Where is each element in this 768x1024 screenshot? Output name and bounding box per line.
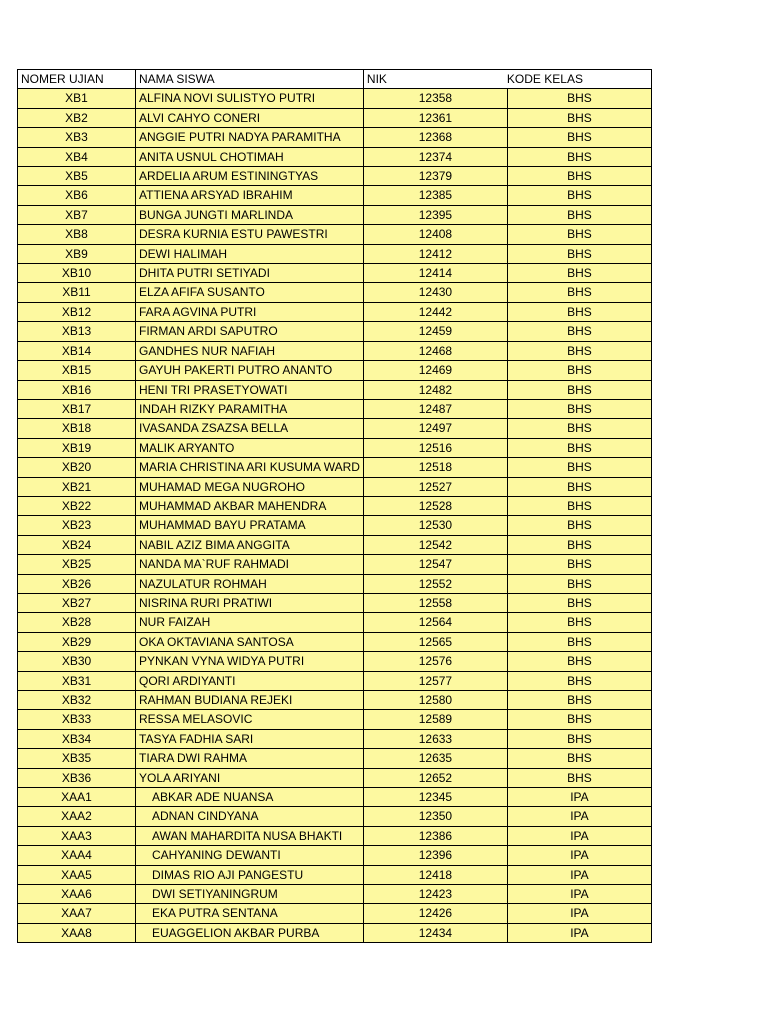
cell-kode-kelas: BHS bbox=[507, 574, 651, 593]
cell-nama-siswa: INDAH RIZKY PARAMITHA bbox=[136, 399, 364, 418]
cell-nik: 12542 bbox=[363, 535, 507, 554]
cell-kode-kelas: BHS bbox=[507, 768, 651, 787]
cell-nik: 12412 bbox=[363, 244, 507, 263]
table-row bbox=[18, 691, 652, 710]
cell-nama-siswa: MUHAMMAD AKBAR MAHENDRA bbox=[136, 496, 364, 515]
cell-kode-kelas: BHS bbox=[507, 729, 651, 748]
table-row bbox=[18, 865, 652, 884]
cell-kode-kelas: BHS bbox=[507, 477, 651, 496]
table-row bbox=[18, 438, 652, 457]
table-row bbox=[18, 923, 652, 942]
cell-kode-kelas: IPA bbox=[507, 904, 651, 923]
cell-nomer-ujian: XB35 bbox=[18, 749, 136, 768]
cell-kode-kelas: BHS bbox=[507, 108, 651, 127]
cell-kode-kelas: BHS bbox=[507, 380, 651, 399]
cell-kode-kelas: IPA bbox=[507, 865, 651, 884]
cell-nama-siswa: QORI ARDIYANTI bbox=[136, 671, 364, 690]
header-nik: NIK bbox=[366, 72, 387, 86]
cell-kode-kelas: IPA bbox=[507, 885, 651, 904]
cell-nomer-ujian: XB15 bbox=[18, 361, 136, 380]
cell-nomer-ujian: XAA5 bbox=[18, 865, 136, 884]
cell-kode-kelas: BHS bbox=[507, 555, 651, 574]
cell-nomer-ujian: XB31 bbox=[18, 671, 136, 690]
table-row bbox=[18, 613, 652, 632]
cell-nik: 12395 bbox=[363, 205, 507, 224]
cell-nik: 12652 bbox=[363, 768, 507, 787]
cell-nomer-ujian: XB14 bbox=[18, 341, 136, 360]
cell-nama-siswa: EKA PUTRA SENTANA bbox=[136, 904, 364, 923]
table-row bbox=[18, 574, 652, 593]
cell-nik: 12468 bbox=[363, 341, 507, 360]
header-kode-kelas: KODE KELAS bbox=[506, 72, 583, 86]
cell-nomer-ujian: XB21 bbox=[18, 477, 136, 496]
cell-nik: 12442 bbox=[363, 302, 507, 321]
cell-nomer-ujian: XB36 bbox=[18, 768, 136, 787]
cell-nomer-ujian: XAA1 bbox=[18, 788, 136, 807]
cell-nama-siswa: DWI SETIYANINGRUM bbox=[136, 885, 364, 904]
cell-kode-kelas: IPA bbox=[507, 826, 651, 845]
header-nama-siswa: NAMA SISWA bbox=[136, 70, 364, 89]
cell-nama-siswa: DESRA KURNIA ESTU PAWESTRI bbox=[136, 225, 364, 244]
cell-nomer-ujian: XB10 bbox=[18, 264, 136, 283]
cell-nik: 12350 bbox=[363, 807, 507, 826]
cell-nik: 12408 bbox=[363, 225, 507, 244]
cell-nama-siswa: ATTIENA ARSYAD IBRAHIM bbox=[136, 186, 364, 205]
table-row bbox=[18, 885, 652, 904]
cell-kode-kelas: BHS bbox=[507, 671, 651, 690]
cell-nomer-ujian: XB32 bbox=[18, 691, 136, 710]
cell-nomer-ujian: XB18 bbox=[18, 419, 136, 438]
cell-nama-siswa: ANGGIE PUTRI NADYA PARAMITHA bbox=[136, 128, 364, 147]
cell-kode-kelas: BHS bbox=[507, 632, 651, 651]
cell-nama-siswa: NABIL AZIZ BIMA ANGGITA bbox=[136, 535, 364, 554]
cell-nama-siswa: NISRINA RURI PRATIWI bbox=[136, 593, 364, 612]
cell-kode-kelas: BHS bbox=[507, 89, 651, 108]
table-row bbox=[18, 516, 652, 535]
cell-nomer-ujian: XB17 bbox=[18, 399, 136, 418]
cell-nik: 12565 bbox=[363, 632, 507, 651]
cell-kode-kelas: BHS bbox=[507, 613, 651, 632]
cell-nama-siswa: GAYUH PAKERTI PUTRO ANANTO bbox=[136, 361, 364, 380]
cell-nomer-ujian: XB29 bbox=[18, 632, 136, 651]
cell-nama-siswa: MUHAMMAD BAYU PRATAMA bbox=[136, 516, 364, 535]
cell-nomer-ujian: XB28 bbox=[18, 613, 136, 632]
table-row bbox=[18, 302, 652, 321]
table-row bbox=[18, 652, 652, 671]
cell-nomer-ujian: XB33 bbox=[18, 710, 136, 729]
cell-nama-siswa: NANDA MA`RUF RAHMADI bbox=[136, 555, 364, 574]
cell-nomer-ujian: XB1 bbox=[18, 89, 136, 108]
cell-nama-siswa: PYNKAN VYNA WIDYA PUTRI bbox=[136, 652, 364, 671]
cell-nik: 12487 bbox=[363, 399, 507, 418]
table-row bbox=[18, 128, 652, 147]
cell-nik: 12368 bbox=[363, 128, 507, 147]
table-row bbox=[18, 458, 652, 477]
cell-nik: 12374 bbox=[363, 147, 507, 166]
cell-nomer-ujian: XB11 bbox=[18, 283, 136, 302]
cell-nama-siswa: MUHAMAD MEGA NUGROHO bbox=[136, 477, 364, 496]
cell-nama-siswa: ADNAN CINDYANA bbox=[136, 807, 364, 826]
cell-kode-kelas: BHS bbox=[507, 244, 651, 263]
cell-nomer-ujian: XB5 bbox=[18, 167, 136, 186]
cell-nomer-ujian: XB26 bbox=[18, 574, 136, 593]
cell-nik: 12385 bbox=[363, 186, 507, 205]
cell-nama-siswa: RESSA MELASOVIC bbox=[136, 710, 364, 729]
cell-nik: 12386 bbox=[363, 826, 507, 845]
cell-kode-kelas: BHS bbox=[507, 458, 651, 477]
cell-kode-kelas: IPA bbox=[507, 788, 651, 807]
table-row bbox=[18, 729, 652, 748]
table-row bbox=[18, 904, 652, 923]
cell-nomer-ujian: XB20 bbox=[18, 458, 136, 477]
cell-kode-kelas: BHS bbox=[507, 341, 651, 360]
cell-nomer-ujian: XB9 bbox=[18, 244, 136, 263]
cell-nama-siswa: IVASANDA ZSAZSA BELLA bbox=[136, 419, 364, 438]
header-nomer-ujian: NOMER UJIAN bbox=[18, 70, 136, 89]
table-row bbox=[18, 167, 652, 186]
cell-kode-kelas: BHS bbox=[507, 225, 651, 244]
table-row bbox=[18, 244, 652, 263]
cell-nik: 12589 bbox=[363, 710, 507, 729]
table-row bbox=[18, 632, 652, 651]
table-row bbox=[18, 264, 652, 283]
cell-nik: 12497 bbox=[363, 419, 507, 438]
cell-nik: 12469 bbox=[363, 361, 507, 380]
cell-nama-siswa: EUAGGELION AKBAR PURBA bbox=[136, 923, 364, 942]
cell-kode-kelas: IPA bbox=[507, 923, 651, 942]
table-row bbox=[18, 671, 652, 690]
cell-nomer-ujian: XAA6 bbox=[18, 885, 136, 904]
cell-kode-kelas: BHS bbox=[507, 167, 651, 186]
cell-nomer-ujian: XB19 bbox=[18, 438, 136, 457]
table-row bbox=[18, 535, 652, 554]
cell-nomer-ujian: XAA7 bbox=[18, 904, 136, 923]
cell-nik: 12552 bbox=[363, 574, 507, 593]
cell-kode-kelas: BHS bbox=[507, 302, 651, 321]
cell-nik: 12564 bbox=[363, 613, 507, 632]
cell-nama-siswa: NUR FAIZAH bbox=[136, 613, 364, 632]
cell-nama-siswa: ARDELIA ARUM ESTININGTYAS bbox=[136, 167, 364, 186]
student-table bbox=[17, 69, 652, 943]
cell-nama-siswa: HENI TRI PRASETYOWATI bbox=[136, 380, 364, 399]
cell-nama-siswa: TASYA FADHIA SARI bbox=[136, 729, 364, 748]
cell-kode-kelas: BHS bbox=[507, 283, 651, 302]
cell-nik: 12430 bbox=[363, 283, 507, 302]
cell-nama-siswa: AWAN MAHARDITA NUSA BHAKTI bbox=[136, 826, 364, 845]
cell-nomer-ujian: XB8 bbox=[18, 225, 136, 244]
cell-kode-kelas: BHS bbox=[507, 749, 651, 768]
table-row bbox=[18, 555, 652, 574]
cell-nik: 12358 bbox=[363, 89, 507, 108]
cell-kode-kelas: BHS bbox=[507, 322, 651, 341]
cell-nik: 12558 bbox=[363, 593, 507, 612]
cell-kode-kelas: BHS bbox=[507, 496, 651, 515]
cell-nik: 12577 bbox=[363, 671, 507, 690]
cell-nik: 12635 bbox=[363, 749, 507, 768]
table-row bbox=[18, 186, 652, 205]
table-row bbox=[18, 807, 652, 826]
table-row bbox=[18, 225, 652, 244]
cell-nomer-ujian: XB24 bbox=[18, 535, 136, 554]
table-row bbox=[18, 283, 652, 302]
table-row bbox=[18, 108, 652, 127]
cell-nomer-ujian: XB3 bbox=[18, 128, 136, 147]
cell-nomer-ujian: XB16 bbox=[18, 380, 136, 399]
cell-nomer-ujian: XB25 bbox=[18, 555, 136, 574]
cell-nik: 12482 bbox=[363, 380, 507, 399]
cell-nik: 12434 bbox=[363, 923, 507, 942]
cell-kode-kelas: BHS bbox=[507, 147, 651, 166]
cell-nomer-ujian: XB13 bbox=[18, 322, 136, 341]
cell-nik: 12379 bbox=[363, 167, 507, 186]
cell-nik: 12414 bbox=[363, 264, 507, 283]
cell-nama-siswa: DIMAS RIO AJI PANGESTU bbox=[136, 865, 364, 884]
cell-kode-kelas: BHS bbox=[507, 710, 651, 729]
table-row bbox=[18, 846, 652, 865]
cell-nomer-ujian: XB27 bbox=[18, 593, 136, 612]
header-row bbox=[18, 70, 652, 89]
cell-nomer-ujian: XB4 bbox=[18, 147, 136, 166]
cell-nik: 12345 bbox=[363, 788, 507, 807]
cell-kode-kelas: BHS bbox=[507, 691, 651, 710]
table-row bbox=[18, 341, 652, 360]
cell-nama-siswa: ALVI CAHYO CONERI bbox=[136, 108, 364, 127]
cell-kode-kelas: BHS bbox=[507, 438, 651, 457]
cell-nama-siswa: FIRMAN ARDI SAPUTRO bbox=[136, 322, 364, 341]
cell-nik: 12426 bbox=[363, 904, 507, 923]
cell-nik: 12418 bbox=[363, 865, 507, 884]
cell-kode-kelas: BHS bbox=[507, 128, 651, 147]
cell-nomer-ujian: XB6 bbox=[18, 186, 136, 205]
cell-nik: 12633 bbox=[363, 729, 507, 748]
cell-nama-siswa: TIARA DWI RAHMA bbox=[136, 749, 364, 768]
cell-nama-siswa: MARIA CHRISTINA ARI KUSUMA WARD bbox=[136, 458, 364, 477]
cell-kode-kelas: IPA bbox=[507, 807, 651, 826]
cell-nama-siswa: RAHMAN BUDIANA REJEKI bbox=[136, 691, 364, 710]
cell-kode-kelas: BHS bbox=[507, 535, 651, 554]
cell-nomer-ujian: XAA2 bbox=[18, 807, 136, 826]
cell-kode-kelas: BHS bbox=[507, 186, 651, 205]
cell-nama-siswa: DHITA PUTRI SETIYADI bbox=[136, 264, 364, 283]
table-row bbox=[18, 419, 652, 438]
table-row bbox=[18, 710, 652, 729]
cell-kode-kelas: BHS bbox=[507, 516, 651, 535]
cell-kode-kelas: BHS bbox=[507, 264, 651, 283]
cell-nomer-ujian: XB7 bbox=[18, 205, 136, 224]
cell-nama-siswa: ABKAR ADE NUANSA bbox=[136, 788, 364, 807]
cell-nik: 12423 bbox=[363, 885, 507, 904]
cell-nik: 12580 bbox=[363, 691, 507, 710]
cell-kode-kelas: BHS bbox=[507, 361, 651, 380]
cell-nik: 12361 bbox=[363, 108, 507, 127]
cell-nama-siswa: BUNGA JUNGTI MARLINDA bbox=[136, 205, 364, 224]
table-row bbox=[18, 205, 652, 224]
cell-kode-kelas: BHS bbox=[507, 205, 651, 224]
cell-nama-siswa: ALFINA NOVI SULISTYO PUTRI bbox=[136, 89, 364, 108]
table-row bbox=[18, 89, 652, 108]
cell-kode-kelas: BHS bbox=[507, 593, 651, 612]
table-row bbox=[18, 147, 652, 166]
cell-nama-siswa: GANDHES NUR NAFIAH bbox=[136, 341, 364, 360]
cell-nomer-ujian: XB34 bbox=[18, 729, 136, 748]
cell-nama-siswa: DEWI HALIMAH bbox=[136, 244, 364, 263]
table-row bbox=[18, 826, 652, 845]
cell-nomer-ujian: XB30 bbox=[18, 652, 136, 671]
cell-kode-kelas: BHS bbox=[507, 399, 651, 418]
cell-kode-kelas: BHS bbox=[507, 652, 651, 671]
header-nik-kode bbox=[363, 70, 651, 89]
cell-nomer-ujian: XB23 bbox=[18, 516, 136, 535]
cell-nomer-ujian: XAA8 bbox=[18, 923, 136, 942]
cell-nama-siswa: OKA OKTAVIANA SANTOSA bbox=[136, 632, 364, 651]
table-row bbox=[18, 380, 652, 399]
cell-nama-siswa: ANITA USNUL CHOTIMAH bbox=[136, 147, 364, 166]
table-row bbox=[18, 477, 652, 496]
cell-nama-siswa: NAZULATUR ROHMAH bbox=[136, 574, 364, 593]
cell-nama-siswa: MALIK ARYANTO bbox=[136, 438, 364, 457]
cell-nama-siswa: FARA AGVINA PUTRI bbox=[136, 302, 364, 321]
cell-nik: 12518 bbox=[363, 458, 507, 477]
cell-nik: 12528 bbox=[363, 496, 507, 515]
cell-nik: 12459 bbox=[363, 322, 507, 341]
cell-nomer-ujian: XB12 bbox=[18, 302, 136, 321]
table-row bbox=[18, 749, 652, 768]
cell-kode-kelas: BHS bbox=[507, 419, 651, 438]
cell-nik: 12396 bbox=[363, 846, 507, 865]
cell-nomer-ujian: XB2 bbox=[18, 108, 136, 127]
cell-kode-kelas: IPA bbox=[507, 846, 651, 865]
cell-nik: 12527 bbox=[363, 477, 507, 496]
cell-nama-siswa: ELZA AFIFA SUSANTO bbox=[136, 283, 364, 302]
cell-nama-siswa: CAHYANING DEWANTI bbox=[136, 846, 364, 865]
cell-nomer-ujian: XAA4 bbox=[18, 846, 136, 865]
table-row bbox=[18, 399, 652, 418]
table-row bbox=[18, 788, 652, 807]
cell-nik: 12530 bbox=[363, 516, 507, 535]
table-row bbox=[18, 768, 652, 787]
table-row bbox=[18, 593, 652, 612]
cell-nama-siswa: YOLA ARIYANI bbox=[136, 768, 364, 787]
table-row bbox=[18, 361, 652, 380]
cell-nik: 12576 bbox=[363, 652, 507, 671]
table-body bbox=[18, 89, 652, 943]
cell-nomer-ujian: XAA3 bbox=[18, 826, 136, 845]
table-row bbox=[18, 322, 652, 341]
table-row bbox=[18, 496, 652, 515]
cell-nomer-ujian: XB22 bbox=[18, 496, 136, 515]
cell-nik: 12547 bbox=[363, 555, 507, 574]
cell-nik: 12516 bbox=[363, 438, 507, 457]
